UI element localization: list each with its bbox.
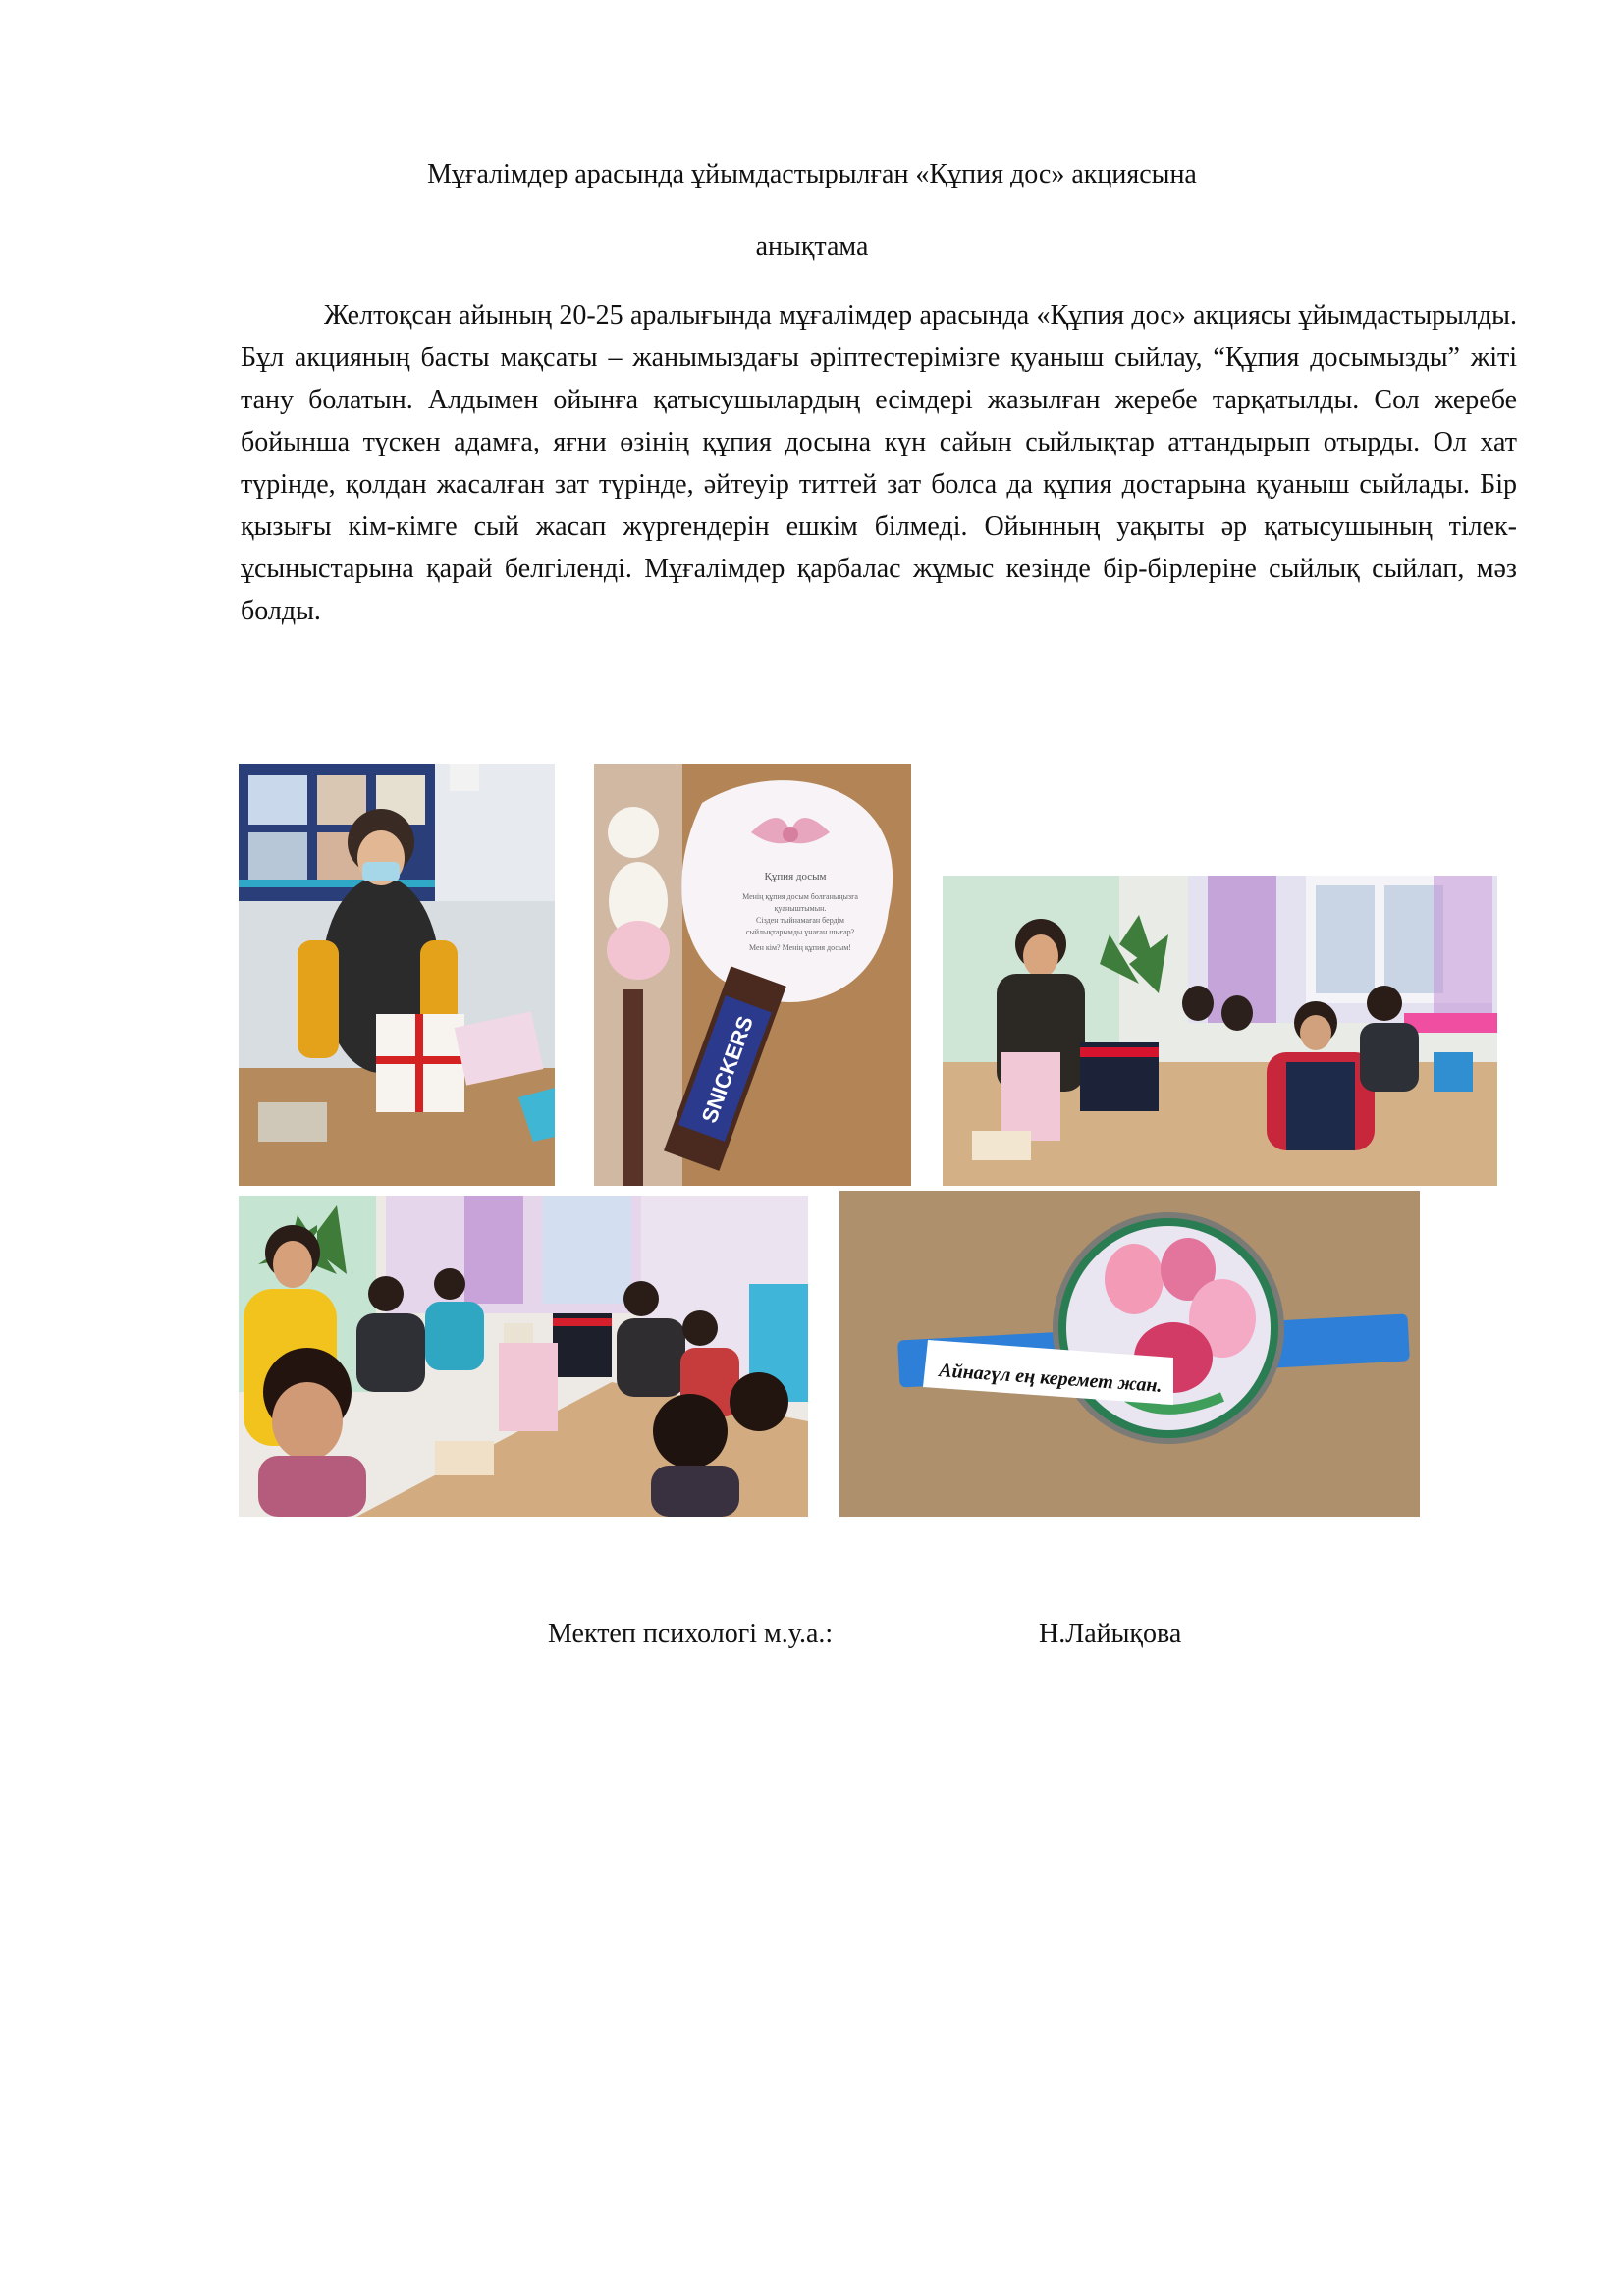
card-line-3: Сізден тыйнамаған бердім bbox=[756, 916, 844, 925]
badge-label: Айнагүл ең керемет жан. bbox=[938, 1360, 1164, 1397]
photo-teachers-group bbox=[239, 1196, 808, 1517]
document-subtitle: анықтама bbox=[755, 232, 869, 262]
snickers-label: SNICKERS bbox=[696, 1012, 758, 1127]
card-title: Құпия досым bbox=[764, 871, 827, 882]
card-line-4: сыйлықтарымды ұнаған шығар? bbox=[745, 928, 855, 936]
photo-teacher-with-gift bbox=[239, 764, 555, 1186]
signature-name: Н.Лайықова bbox=[1039, 1619, 1182, 1649]
body-paragraph: Желтоқсан айының 20-25 аралығында мұғалімдер арасында «Құпия дос» акциясы ұйымдастырылды. Бұл акцияның басты мақсаты – жанымыздағы әріптестерімізге қуаныш сыйлау, “Құпия досымызды” жіті тану болатын. Алдымен ойынға қатысушылардың есімдері жазылған жеребе тарқатылды. Сол жеребе бойынша түскен адамға, яғни өзінің құпия досына күн сайын сыйлықтар аттандырып отырды. Ол хат түрінде, қолдан жасалған зат түрінде, әйтеуір титтей зат болса да құпия достарына қуаныш сыйлады. Бір қызығы кім-кімге сый жасап жүргендерін ешкім білмеді. Ойынның уақыты әр қатысушының тілек-ұсыныстарына қарай белгіленді. Мұғалімдер қарбалас жұмыс кезінде бір-бірлеріне сыйлық сыйлап, мәз болды. bbox=[241, 300, 1517, 626]
photo-teachers-table-gifts bbox=[943, 876, 1497, 1186]
photo-gift-card-snickers bbox=[594, 764, 911, 1186]
card-line-5: Мен кім? Менің құпия досым! bbox=[749, 943, 851, 952]
signature-role: Мектеп психологі м.у.а.: bbox=[548, 1619, 834, 1649]
card-line-1: Менің құпия досым болғаныңызға bbox=[742, 892, 858, 901]
card-line-2: қуаныштымын. bbox=[774, 904, 827, 913]
document-title: Мұғалімдер арасында ұйымдастырылған «Құпия дос» акциясына bbox=[427, 159, 1197, 189]
photo-name-badge bbox=[839, 1191, 1420, 1517]
